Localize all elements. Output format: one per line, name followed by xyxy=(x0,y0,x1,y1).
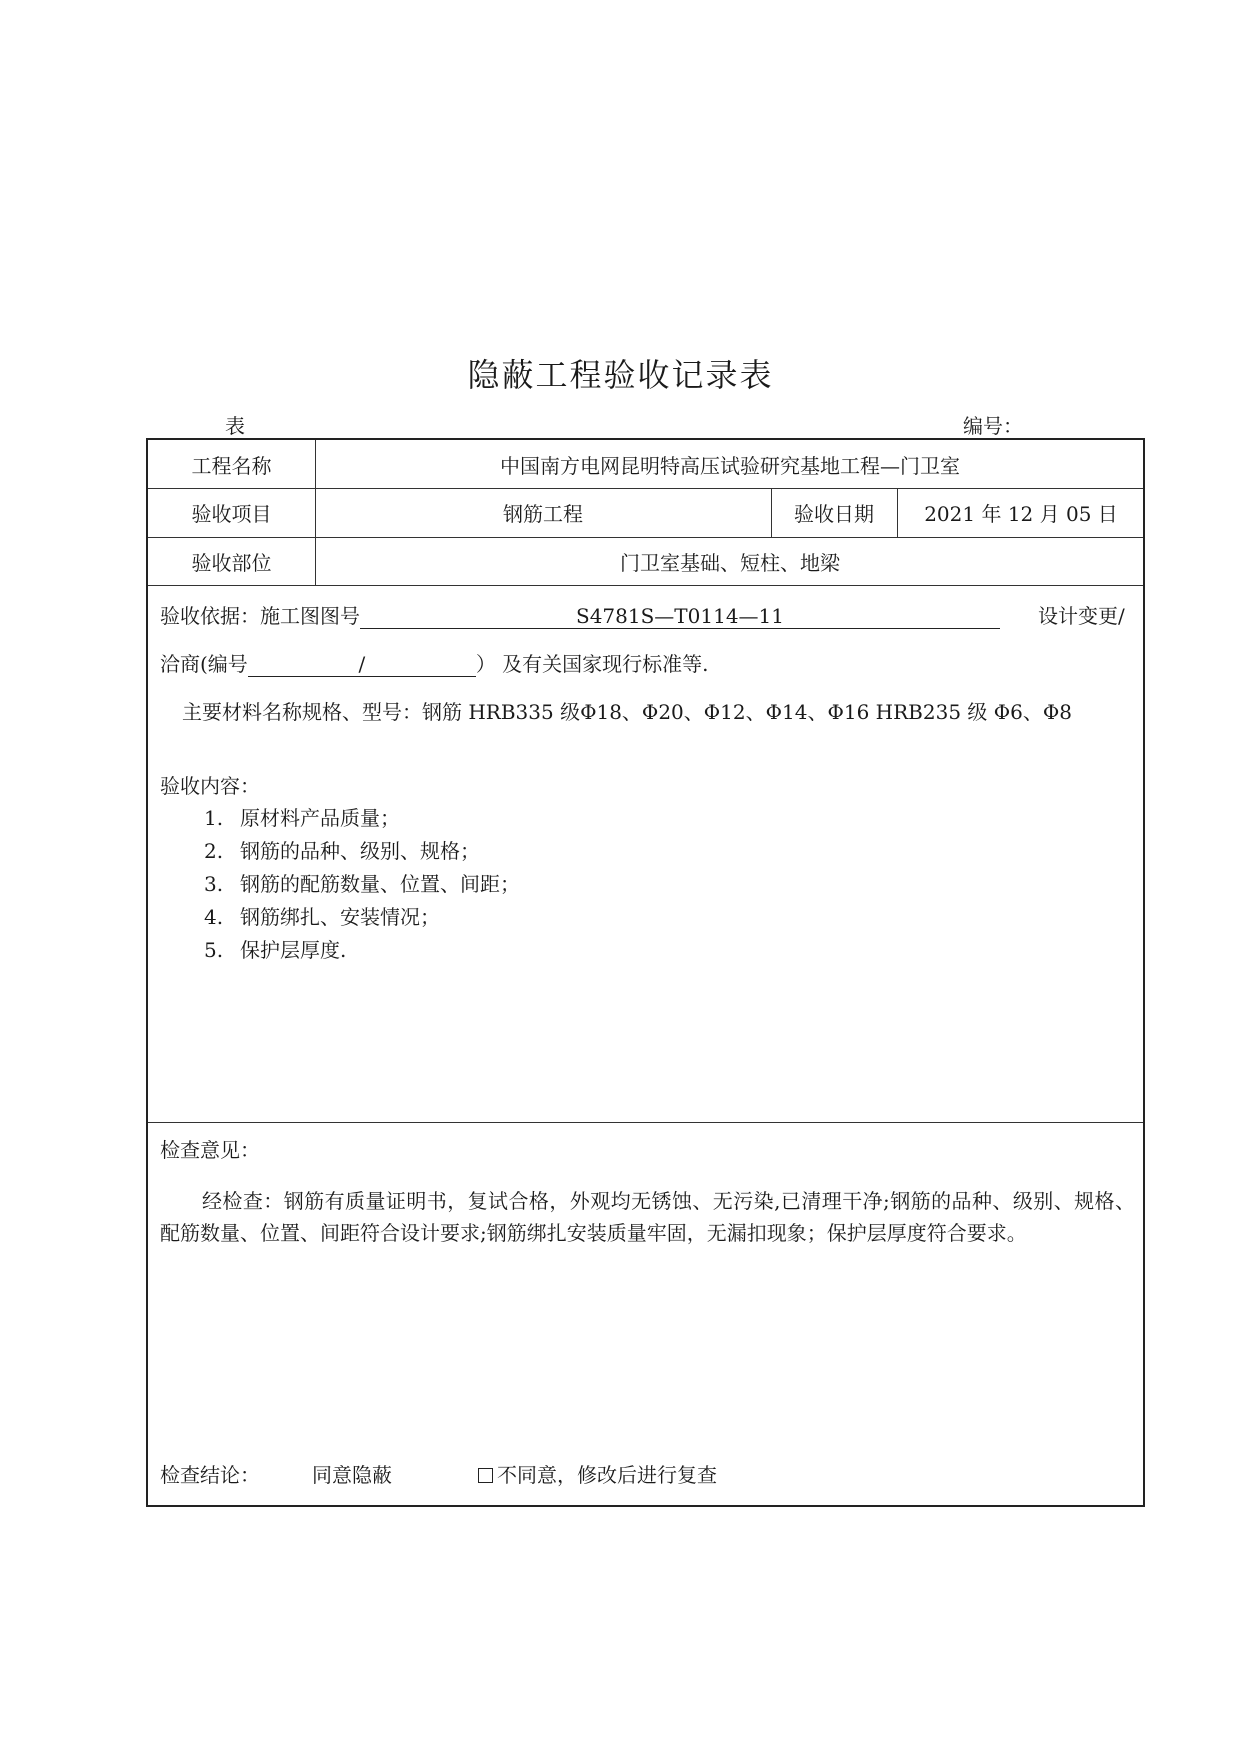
list-item-text: 原材料产品质量； xyxy=(240,806,400,830)
list-item xyxy=(204,934,346,963)
opinion-label: 检查意见： xyxy=(160,1138,260,1162)
design-change-label: 设计变更/ xyxy=(1038,604,1125,628)
inspection-date-value: 2021 年 12 月 05 日 xyxy=(924,502,1118,526)
drawing-number: S4781S—T0114—11 xyxy=(360,604,1000,629)
page-title: 隐蔽工程验收记录表 xyxy=(467,356,774,394)
inspection-part-label: 验收部位 xyxy=(191,550,272,575)
list-item xyxy=(204,901,440,930)
project-name-label: 工程名称 xyxy=(191,453,272,478)
list-item-number: 1. xyxy=(204,806,224,830)
project-name-value: 中国南方电网昆明特高压试验研究基地工程—门卫室 xyxy=(500,453,960,478)
list-item xyxy=(204,802,400,831)
list-item xyxy=(204,835,480,864)
inspection-date-label: 验收日期 xyxy=(794,502,874,526)
negotiation-line xyxy=(160,648,709,677)
conclusion-label: 检查结论： xyxy=(160,1463,260,1487)
conclusion-disagree-option[interactable] xyxy=(478,1459,717,1488)
inspection-item-label: 验收项目 xyxy=(191,502,272,526)
negotiation-number: / xyxy=(248,652,476,677)
conclusion-disagree: 不同意，修改后进行复查 xyxy=(497,1463,717,1487)
conclusion-agree: 同意隐蔽 xyxy=(312,1463,392,1487)
list-item-text: 钢筋绑扎、安装情况； xyxy=(240,905,440,929)
basis-prefix: 验收依据：施工图图号 xyxy=(160,604,360,628)
row-divider xyxy=(148,585,1143,586)
inspection-item-value: 钢筋工程 xyxy=(503,502,583,526)
negotiation-prefix: 洽商(编号 xyxy=(160,652,248,676)
opinion-text: 经检查：钢筋有质量证明书，复试合格，外观均无锈蚀、无污染,已清理干净;钢筋的品种、级别、规格、配筋数量、位置、间距符合设计要求;钢筋绑扎安装质量牢固，无漏扣现象；保护层厚度符合要求。 xyxy=(160,1189,1135,1245)
list-item-number: 4. xyxy=(204,905,224,929)
negotiation-suffix: ） 及有关国家现行标准等. xyxy=(475,652,709,676)
table-prefix-label: 表 xyxy=(225,414,245,438)
inspection-record-table xyxy=(146,438,1145,1507)
list-item-number: 3. xyxy=(204,872,224,896)
basis-line xyxy=(160,600,1000,629)
list-item-text: 钢筋的品种、级别、规格； xyxy=(240,839,480,863)
disagree-checkbox[interactable] xyxy=(478,1468,493,1483)
list-item-text: 钢筋的配筋数量、位置、间距； xyxy=(240,872,520,896)
list-item xyxy=(204,868,520,897)
list-item-number: 5. xyxy=(204,938,224,962)
inspection-part-value: 门卫室基础、短柱、地梁 xyxy=(620,550,840,575)
serial-number-label: 编号： xyxy=(963,414,1023,438)
list-item-text: 保护层厚度. xyxy=(240,938,347,962)
materials-spec: 主要材料名称规格、型号：钢筋 HRB335 级Φ18、Φ20、Φ12、Φ14、Φ16 HRB235 级 Φ6、Φ8 xyxy=(182,700,1072,724)
list-item-number: 2. xyxy=(204,839,224,863)
section-divider xyxy=(148,1122,1143,1123)
content-label: 验收内容： xyxy=(160,774,260,798)
